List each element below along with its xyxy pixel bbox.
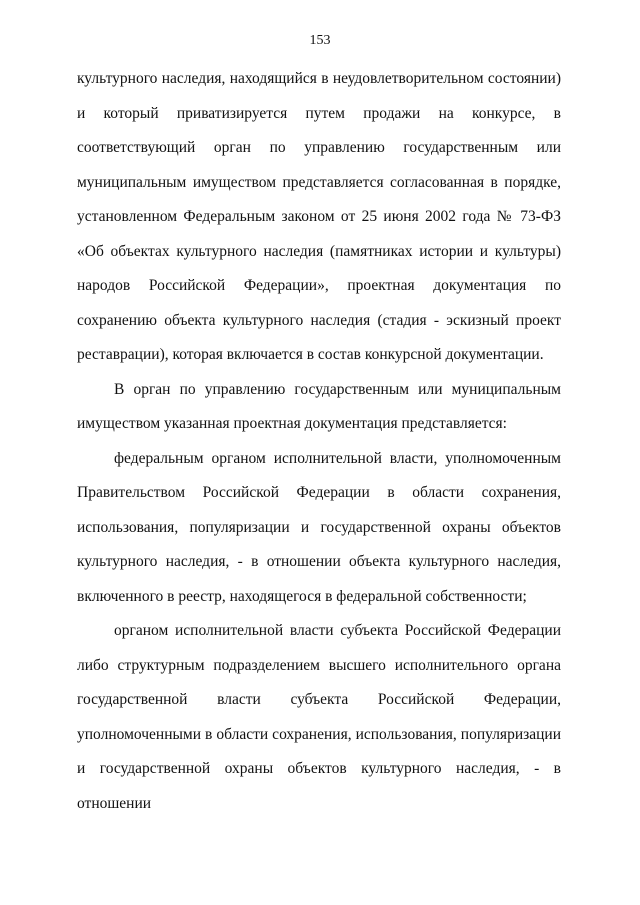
document-body [77, 62, 561, 821]
page-number: 153 [309, 33, 331, 48]
paragraph-submission-intro: В орган по управлению государственным или муниципальным имуществом указанная проектная документация представляется: [77, 380, 561, 432]
paragraph-continuation: культурного наследия, находящийся в неудовлетворительном состоянии) и который приватизируется путем продажи на конкурсе, в соответствующий орган по управлению государственным или муниципальным имуществом представляется согласованная в порядке, установленном Федеральным законом от 25 июня 2002 года № 73-ФЗ «Об объектах культурного наследия (памятниках истории и культуры) народов Российской Федерации», проектная документация по сохранению объекта культурного наследия (стадия - эскизный проект реставрации), которая включается в состав конкурсной документации. [77, 70, 561, 363]
paragraph-federal-authority: федеральным органом исполнительной власти, уполномоченным Правительством Российской Федерации в области сохранения, использования, популяризации и государственной охраны объектов культурного наследия, - в отношении объекта культурного наследия, включенного в реестр, находящегося в федеральной собственности; [77, 449, 561, 605]
paragraph-regional-authority: органом исполнительной власти субъекта Российской Федерации либо структурным подразделением высшего исполнительного органа государственной власти субъекта Российской Федерации, уполномоченными в области сохранения, использования, популяризации и государственной охраны объектов культурного наследия, - в отношении [77, 622, 561, 812]
